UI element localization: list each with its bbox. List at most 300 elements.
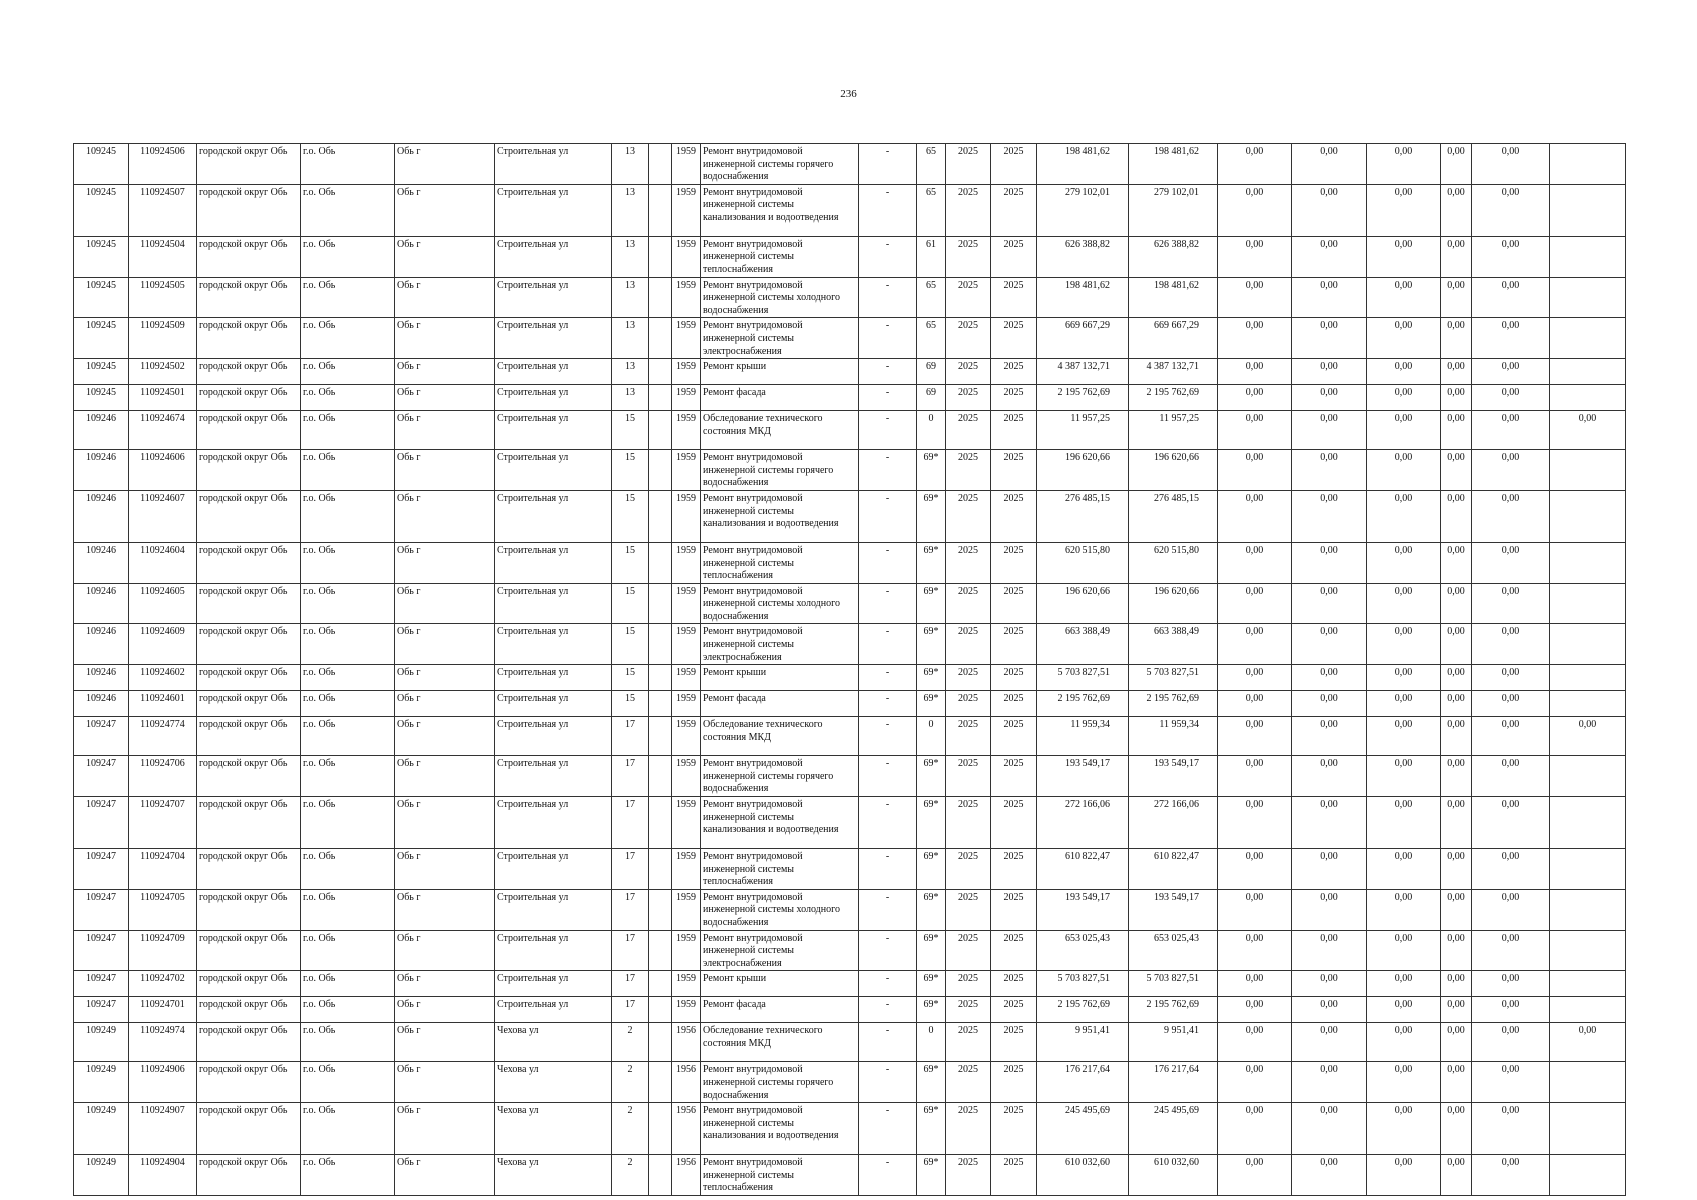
table-row: [74, 624, 1626, 665]
cell-owners-funds: 0,00: [1441, 542, 1472, 583]
cell-row-id: 109245: [74, 277, 129, 318]
cell-year-start: 2025: [946, 1062, 991, 1103]
cell-owners-funds: 0,00: [1441, 691, 1472, 717]
cell-city: Обь г: [395, 411, 495, 450]
cell-total-cost: 610 032,60: [1037, 1155, 1129, 1196]
cell-fund-cost: 2 195 762,69: [1129, 385, 1218, 411]
cell-wear-percent: 69*: [917, 665, 946, 691]
cell-work-type: Ремонт внутридомовой инженерной системы горячего водоснабжения: [701, 756, 859, 797]
cell-year-end: 2025: [991, 624, 1037, 665]
cell-year-start: 2025: [946, 665, 991, 691]
cell-budget-regional: 0,00: [1292, 542, 1367, 583]
cell-placeholder-dash: -: [859, 144, 917, 185]
cell-extra-value: [1550, 691, 1626, 717]
cell-municipality: г.о. Обь: [301, 359, 395, 385]
cell-building-letter: [649, 1155, 672, 1196]
table-row: [74, 1103, 1626, 1155]
cell-row-id: 109246: [74, 583, 129, 624]
cell-work-type: Ремонт внутридомовой инженерной системы холодного водоснабжения: [701, 583, 859, 624]
cell-municipality: г.о. Обь: [301, 1062, 395, 1103]
cell-budget-federal: 0,00: [1218, 236, 1292, 277]
cell-owners-funds: 0,00: [1441, 889, 1472, 930]
cell-district: городской округ Обь: [197, 144, 301, 185]
cell-budget-local: 0,00: [1367, 930, 1441, 971]
cell-build-year: 1959: [672, 184, 701, 236]
cell-work-type: Ремонт внутридомовой инженерной системы теплоснабжения: [701, 542, 859, 583]
cell-other-funds: 0,00: [1472, 184, 1550, 236]
cell-district: городской округ Обь: [197, 184, 301, 236]
cell-budget-regional: 0,00: [1292, 1103, 1367, 1155]
cell-total-cost: 198 481,62: [1037, 277, 1129, 318]
cell-building-letter: [649, 490, 672, 542]
cell-build-year: 1956: [672, 1023, 701, 1062]
cell-building-letter: [649, 277, 672, 318]
cell-municipality: г.о. Обь: [301, 797, 395, 849]
cell-year-start: 2025: [946, 1023, 991, 1062]
cell-budget-federal: 0,00: [1218, 318, 1292, 359]
cell-building-letter: [649, 1062, 672, 1103]
cell-total-cost: 193 549,17: [1037, 889, 1129, 930]
cell-wear-percent: 69*: [917, 756, 946, 797]
cell-total-cost: 5 703 827,51: [1037, 665, 1129, 691]
cell-record-code: 110924609: [129, 624, 197, 665]
table-row: [74, 756, 1626, 797]
cell-house-number: 2: [612, 1023, 649, 1062]
cell-city: Обь г: [395, 971, 495, 997]
cell-year-end: 2025: [991, 359, 1037, 385]
cell-record-code: 110924607: [129, 490, 197, 542]
cell-record-code: 110924709: [129, 930, 197, 971]
cell-city: Обь г: [395, 277, 495, 318]
cell-budget-local: 0,00: [1367, 1103, 1441, 1155]
cell-district: городской округ Обь: [197, 1023, 301, 1062]
cell-budget-local: 0,00: [1367, 490, 1441, 542]
cell-year-end: 2025: [991, 797, 1037, 849]
cell-house-number: 13: [612, 385, 649, 411]
cell-street: Строительная ул: [495, 184, 612, 236]
cell-year-end: 2025: [991, 717, 1037, 756]
cell-fund-cost: 663 388,49: [1129, 624, 1218, 665]
cell-fund-cost: 198 481,62: [1129, 277, 1218, 318]
cell-house-number: 15: [612, 665, 649, 691]
cell-work-type: Ремонт фасада: [701, 691, 859, 717]
cell-municipality: г.о. Обь: [301, 1023, 395, 1062]
cell-city: Обь г: [395, 889, 495, 930]
cell-budget-regional: 0,00: [1292, 930, 1367, 971]
cell-other-funds: 0,00: [1472, 889, 1550, 930]
cell-year-start: 2025: [946, 930, 991, 971]
cell-house-number: 13: [612, 184, 649, 236]
cell-extra-value: [1550, 1155, 1626, 1196]
cell-placeholder-dash: -: [859, 930, 917, 971]
cell-year-end: 2025: [991, 756, 1037, 797]
table-row: [74, 583, 1626, 624]
cell-wear-percent: 0: [917, 411, 946, 450]
cell-district: городской округ Обь: [197, 849, 301, 890]
cell-total-cost: 620 515,80: [1037, 542, 1129, 583]
cell-extra-value: [1550, 385, 1626, 411]
cell-house-number: 15: [612, 450, 649, 491]
cell-row-id: 109247: [74, 717, 129, 756]
cell-budget-local: 0,00: [1367, 359, 1441, 385]
cell-building-letter: [649, 359, 672, 385]
cell-district: городской округ Обь: [197, 997, 301, 1023]
cell-row-id: 109247: [74, 971, 129, 997]
table-row: [74, 542, 1626, 583]
cell-build-year: 1959: [672, 236, 701, 277]
cell-record-code: 110924604: [129, 542, 197, 583]
cell-budget-local: 0,00: [1367, 542, 1441, 583]
cell-building-letter: [649, 889, 672, 930]
cell-wear-percent: 69: [917, 385, 946, 411]
cell-district: городской округ Обь: [197, 359, 301, 385]
cell-municipality: г.о. Обь: [301, 411, 395, 450]
cell-other-funds: 0,00: [1472, 542, 1550, 583]
cell-other-funds: 0,00: [1472, 1023, 1550, 1062]
cell-budget-local: 0,00: [1367, 144, 1441, 185]
cell-work-type: Ремонт крыши: [701, 665, 859, 691]
cell-year-start: 2025: [946, 691, 991, 717]
cell-street: Строительная ул: [495, 385, 612, 411]
cell-year-start: 2025: [946, 624, 991, 665]
cell-municipality: г.о. Обь: [301, 930, 395, 971]
cell-placeholder-dash: -: [859, 997, 917, 1023]
cell-street: Строительная ул: [495, 889, 612, 930]
cell-owners-funds: 0,00: [1441, 236, 1472, 277]
cell-placeholder-dash: -: [859, 624, 917, 665]
cell-fund-cost: 245 495,69: [1129, 1103, 1218, 1155]
cell-wear-percent: 65: [917, 277, 946, 318]
cell-owners-funds: 0,00: [1441, 1023, 1472, 1062]
cell-work-type: Ремонт фасада: [701, 385, 859, 411]
cell-year-start: 2025: [946, 318, 991, 359]
cell-extra-value: [1550, 797, 1626, 849]
cell-street: Чехова ул: [495, 1103, 612, 1155]
cell-placeholder-dash: -: [859, 717, 917, 756]
cell-row-id: 109245: [74, 144, 129, 185]
cell-budget-local: 0,00: [1367, 889, 1441, 930]
cell-wear-percent: 69*: [917, 450, 946, 491]
cell-municipality: г.о. Обь: [301, 542, 395, 583]
cell-other-funds: 0,00: [1472, 318, 1550, 359]
cell-year-start: 2025: [946, 490, 991, 542]
cell-street: Строительная ул: [495, 144, 612, 185]
table-row: [74, 889, 1626, 930]
cell-record-code: 110924906: [129, 1062, 197, 1103]
cell-other-funds: 0,00: [1472, 971, 1550, 997]
cell-wear-percent: 69*: [917, 542, 946, 583]
cell-placeholder-dash: -: [859, 1103, 917, 1155]
cell-year-end: 2025: [991, 849, 1037, 890]
cell-year-end: 2025: [991, 997, 1037, 1023]
cell-year-end: 2025: [991, 1103, 1037, 1155]
cell-work-type: Ремонт внутридомовой инженерной системы теплоснабжения: [701, 236, 859, 277]
cell-municipality: г.о. Обь: [301, 971, 395, 997]
cell-building-letter: [649, 997, 672, 1023]
cell-municipality: г.о. Обь: [301, 1103, 395, 1155]
cell-fund-cost: 610 822,47: [1129, 849, 1218, 890]
cell-budget-local: 0,00: [1367, 318, 1441, 359]
cell-row-id: 109247: [74, 756, 129, 797]
cell-work-type: Ремонт внутридомовой инженерной системы канализования и водоотведения: [701, 184, 859, 236]
cell-extra-value: 0,00: [1550, 717, 1626, 756]
cell-fund-cost: 610 032,60: [1129, 1155, 1218, 1196]
cell-work-type: Обследование технического состояния МКД: [701, 717, 859, 756]
cell-work-type: Ремонт внутридомовой инженерной системы канализования и водоотведения: [701, 797, 859, 849]
cell-budget-local: 0,00: [1367, 665, 1441, 691]
cell-fund-cost: 11 959,34: [1129, 717, 1218, 756]
cell-city: Обь г: [395, 542, 495, 583]
cell-year-start: 2025: [946, 236, 991, 277]
cell-other-funds: 0,00: [1472, 665, 1550, 691]
cell-extra-value: [1550, 542, 1626, 583]
cell-fund-cost: 272 166,06: [1129, 797, 1218, 849]
cell-work-type: Ремонт внутридомовой инженерной системы электроснабжения: [701, 318, 859, 359]
cell-other-funds: 0,00: [1472, 450, 1550, 491]
cell-record-code: 110924702: [129, 971, 197, 997]
cell-building-letter: [649, 542, 672, 583]
cell-municipality: г.о. Обь: [301, 665, 395, 691]
cell-fund-cost: 279 102,01: [1129, 184, 1218, 236]
cell-budget-regional: 0,00: [1292, 971, 1367, 997]
cell-work-type: Ремонт внутридомовой инженерной системы канализования и водоотведения: [701, 490, 859, 542]
cell-year-end: 2025: [991, 490, 1037, 542]
cell-build-year: 1959: [672, 385, 701, 411]
cell-budget-regional: 0,00: [1292, 318, 1367, 359]
cell-placeholder-dash: -: [859, 385, 917, 411]
cell-wear-percent: 69*: [917, 997, 946, 1023]
cell-city: Обь г: [395, 385, 495, 411]
cell-placeholder-dash: -: [859, 184, 917, 236]
cell-owners-funds: 0,00: [1441, 411, 1472, 450]
cell-build-year: 1959: [672, 756, 701, 797]
cell-street: Строительная ул: [495, 849, 612, 890]
cell-building-letter: [649, 691, 672, 717]
cell-street: Строительная ул: [495, 756, 612, 797]
cell-other-funds: 0,00: [1472, 756, 1550, 797]
cell-house-number: 17: [612, 849, 649, 890]
cell-build-year: 1956: [672, 1155, 701, 1196]
cell-city: Обь г: [395, 1023, 495, 1062]
cell-total-cost: 9 951,41: [1037, 1023, 1129, 1062]
cell-total-cost: 276 485,15: [1037, 490, 1129, 542]
cell-extra-value: [1550, 756, 1626, 797]
cell-build-year: 1959: [672, 889, 701, 930]
cell-total-cost: 653 025,43: [1037, 930, 1129, 971]
cell-placeholder-dash: -: [859, 542, 917, 583]
cell-owners-funds: 0,00: [1441, 1155, 1472, 1196]
cell-fund-cost: 653 025,43: [1129, 930, 1218, 971]
cell-owners-funds: 0,00: [1441, 277, 1472, 318]
cell-year-start: 2025: [946, 411, 991, 450]
table-row: [74, 411, 1626, 450]
cell-row-id: 109249: [74, 1062, 129, 1103]
cell-other-funds: 0,00: [1472, 1155, 1550, 1196]
cell-city: Обь г: [395, 144, 495, 185]
cell-row-id: 109249: [74, 1023, 129, 1062]
cell-fund-cost: 196 620,66: [1129, 450, 1218, 491]
cell-house-number: 17: [612, 717, 649, 756]
cell-district: городской округ Обь: [197, 971, 301, 997]
cell-work-type: Ремонт внутридомовой инженерной системы холодного водоснабжения: [701, 889, 859, 930]
cell-district: городской округ Обь: [197, 691, 301, 717]
table-row: [74, 717, 1626, 756]
cell-wear-percent: 69*: [917, 624, 946, 665]
cell-build-year: 1959: [672, 717, 701, 756]
cell-row-id: 109245: [74, 359, 129, 385]
cell-other-funds: 0,00: [1472, 717, 1550, 756]
cell-district: городской округ Обь: [197, 542, 301, 583]
cell-budget-federal: 0,00: [1218, 1062, 1292, 1103]
cell-wear-percent: 69*: [917, 490, 946, 542]
cell-placeholder-dash: -: [859, 665, 917, 691]
cell-budget-local: 0,00: [1367, 1155, 1441, 1196]
cell-year-start: 2025: [946, 184, 991, 236]
cell-city: Обь г: [395, 997, 495, 1023]
cell-budget-federal: 0,00: [1218, 1155, 1292, 1196]
cell-total-cost: 11 957,25: [1037, 411, 1129, 450]
cell-other-funds: 0,00: [1472, 359, 1550, 385]
cell-fund-cost: 198 481,62: [1129, 144, 1218, 185]
cell-house-number: 2: [612, 1103, 649, 1155]
cell-other-funds: 0,00: [1472, 411, 1550, 450]
cell-wear-percent: 69: [917, 359, 946, 385]
cell-district: городской округ Обь: [197, 756, 301, 797]
cell-district: городской округ Обь: [197, 236, 301, 277]
cell-row-id: 109247: [74, 930, 129, 971]
cell-fund-cost: 4 387 132,71: [1129, 359, 1218, 385]
cell-house-number: 17: [612, 971, 649, 997]
cell-record-code: 110924707: [129, 797, 197, 849]
cell-house-number: 13: [612, 318, 649, 359]
cell-budget-regional: 0,00: [1292, 385, 1367, 411]
cell-budget-federal: 0,00: [1218, 971, 1292, 997]
cell-build-year: 1959: [672, 665, 701, 691]
cell-build-year: 1959: [672, 542, 701, 583]
cell-street: Чехова ул: [495, 1062, 612, 1103]
cell-budget-regional: 0,00: [1292, 1062, 1367, 1103]
table-row: [74, 930, 1626, 971]
cell-municipality: г.о. Обь: [301, 277, 395, 318]
cell-record-code: 110924506: [129, 144, 197, 185]
cell-record-code: 110924974: [129, 1023, 197, 1062]
cell-year-start: 2025: [946, 542, 991, 583]
cell-city: Обь г: [395, 1103, 495, 1155]
cell-budget-regional: 0,00: [1292, 144, 1367, 185]
cell-total-cost: 193 549,17: [1037, 756, 1129, 797]
cell-building-letter: [649, 930, 672, 971]
cell-year-end: 2025: [991, 1023, 1037, 1062]
cell-fund-cost: 2 195 762,69: [1129, 997, 1218, 1023]
cell-record-code: 110924501: [129, 385, 197, 411]
cell-municipality: г.о. Обь: [301, 318, 395, 359]
cell-work-type: Ремонт внутридомовой инженерной системы электроснабжения: [701, 624, 859, 665]
cell-fund-cost: 5 703 827,51: [1129, 971, 1218, 997]
cell-municipality: г.о. Обь: [301, 236, 395, 277]
cell-year-start: 2025: [946, 277, 991, 318]
cell-row-id: 109246: [74, 691, 129, 717]
cell-owners-funds: 0,00: [1441, 1062, 1472, 1103]
cell-placeholder-dash: -: [859, 691, 917, 717]
cell-building-letter: [649, 583, 672, 624]
cell-build-year: 1959: [672, 930, 701, 971]
cell-year-end: 2025: [991, 184, 1037, 236]
cell-budget-local: 0,00: [1367, 691, 1441, 717]
cell-budget-federal: 0,00: [1218, 889, 1292, 930]
cell-work-type: Ремонт внутридомовой инженерной системы канализования и водоотведения: [701, 1103, 859, 1155]
cell-budget-regional: 0,00: [1292, 184, 1367, 236]
cell-year-start: 2025: [946, 797, 991, 849]
cell-budget-regional: 0,00: [1292, 849, 1367, 890]
cell-owners-funds: 0,00: [1441, 144, 1472, 185]
cell-district: городской округ Обь: [197, 624, 301, 665]
cell-extra-value: [1550, 624, 1626, 665]
cell-total-cost: 279 102,01: [1037, 184, 1129, 236]
table-row: [74, 385, 1626, 411]
table-row: [74, 450, 1626, 491]
cell-budget-federal: 0,00: [1218, 930, 1292, 971]
cell-budget-federal: 0,00: [1218, 450, 1292, 491]
cell-municipality: г.о. Обь: [301, 144, 395, 185]
cell-budget-federal: 0,00: [1218, 797, 1292, 849]
cell-district: городской округ Обь: [197, 665, 301, 691]
cell-record-code: 110924606: [129, 450, 197, 491]
cell-year-start: 2025: [946, 359, 991, 385]
cell-year-end: 2025: [991, 236, 1037, 277]
cell-row-id: 109249: [74, 1155, 129, 1196]
cell-build-year: 1959: [672, 797, 701, 849]
cell-district: городской округ Обь: [197, 1062, 301, 1103]
cell-year-start: 2025: [946, 385, 991, 411]
cell-city: Обь г: [395, 359, 495, 385]
cell-house-number: 13: [612, 236, 649, 277]
cell-house-number: 13: [612, 144, 649, 185]
cell-budget-local: 0,00: [1367, 450, 1441, 491]
cell-row-id: 109247: [74, 997, 129, 1023]
cell-city: Обь г: [395, 490, 495, 542]
cell-municipality: г.о. Обь: [301, 385, 395, 411]
cell-other-funds: 0,00: [1472, 930, 1550, 971]
cell-street: Строительная ул: [495, 997, 612, 1023]
cell-district: городской округ Обь: [197, 277, 301, 318]
cell-house-number: 17: [612, 756, 649, 797]
cell-total-cost: 11 959,34: [1037, 717, 1129, 756]
cell-owners-funds: 0,00: [1441, 624, 1472, 665]
cell-street: Строительная ул: [495, 930, 612, 971]
cell-house-number: 13: [612, 359, 649, 385]
cell-row-id: 109245: [74, 236, 129, 277]
cell-budget-local: 0,00: [1367, 756, 1441, 797]
cell-year-end: 2025: [991, 385, 1037, 411]
cell-city: Обь г: [395, 318, 495, 359]
cell-street: Строительная ул: [495, 542, 612, 583]
cell-building-letter: [649, 717, 672, 756]
cell-row-id: 109249: [74, 1103, 129, 1155]
cell-year-end: 2025: [991, 889, 1037, 930]
cell-city: Обь г: [395, 1155, 495, 1196]
cell-budget-local: 0,00: [1367, 385, 1441, 411]
cell-budget-regional: 0,00: [1292, 277, 1367, 318]
cell-owners-funds: 0,00: [1441, 1103, 1472, 1155]
cell-city: Обь г: [395, 184, 495, 236]
cell-building-letter: [649, 1023, 672, 1062]
cell-year-end: 2025: [991, 277, 1037, 318]
cell-record-code: 110924601: [129, 691, 197, 717]
cell-other-funds: 0,00: [1472, 490, 1550, 542]
register-table: [73, 143, 1626, 1196]
cell-build-year: 1956: [672, 1103, 701, 1155]
cell-work-type: Ремонт внутридомовой инженерной системы холодного водоснабжения: [701, 277, 859, 318]
